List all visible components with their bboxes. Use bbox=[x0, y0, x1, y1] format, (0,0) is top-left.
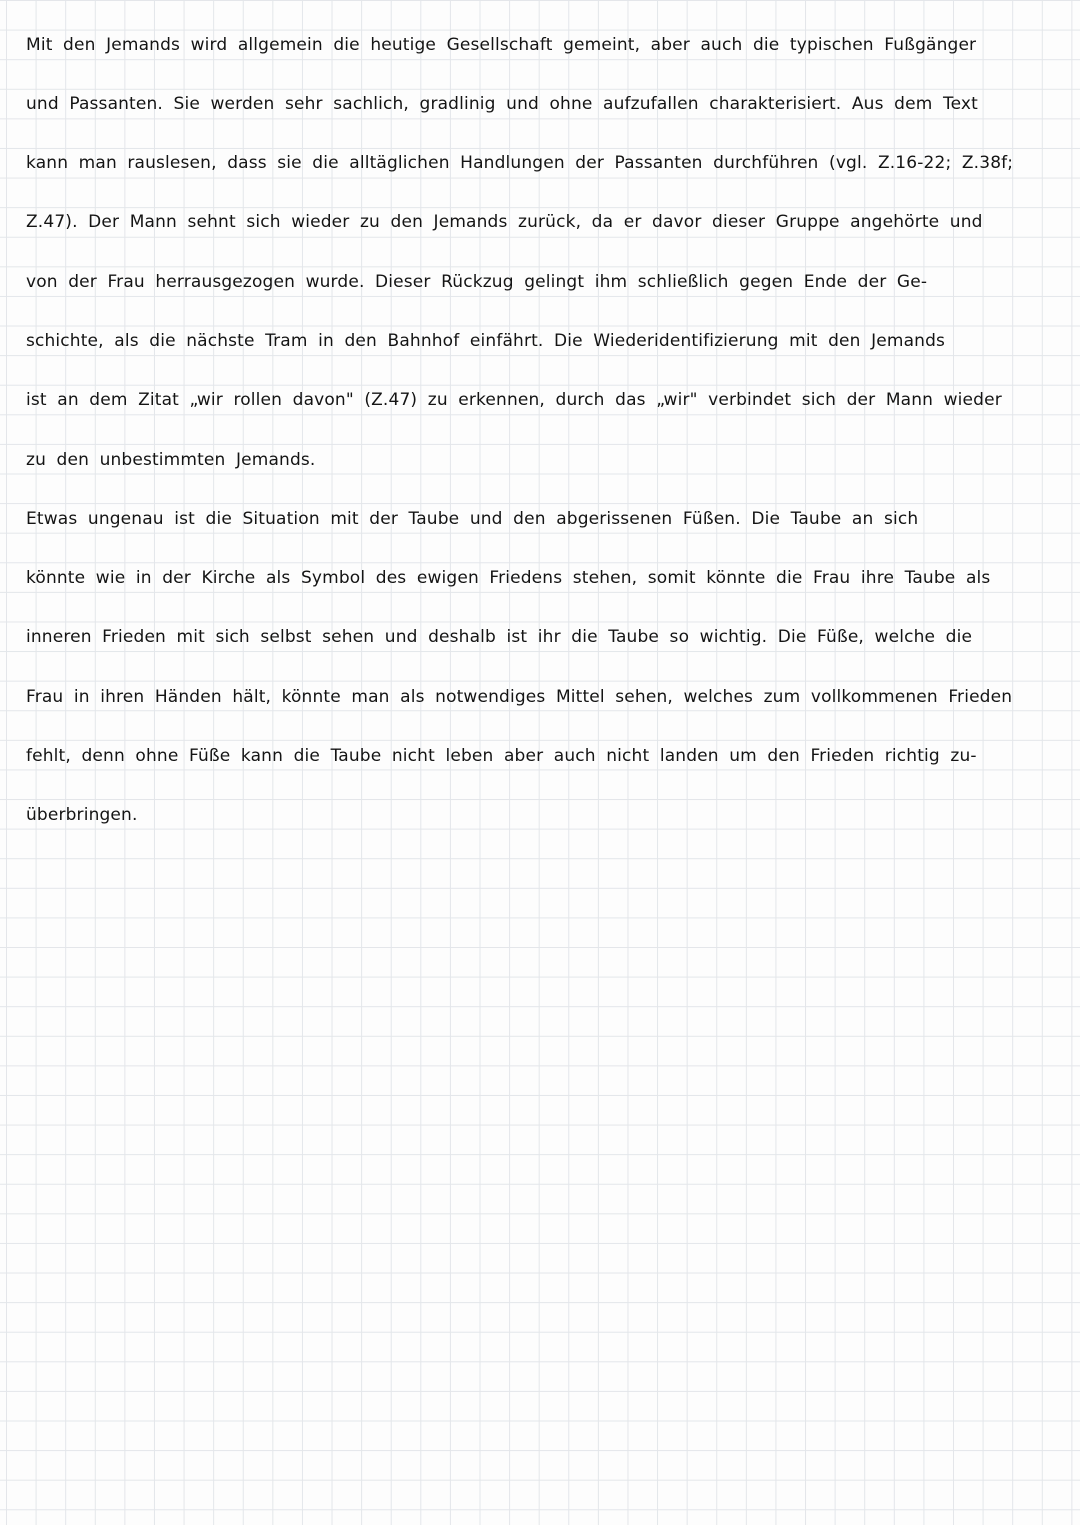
text-line: fehlt, denn ohne Füße kann die Taube nicht leben aber auch nicht landen um den Frieden richtig zu- bbox=[26, 746, 977, 766]
text-line: von der Frau herrausgezogen wurde. Dieser Rückzug gelingt ihm schließlich gegen Ende der Ge- bbox=[26, 272, 928, 292]
text-line: Etwas ungenau ist die Situation mit der Taube und den abgerissenen Füßen. Die Taube an sich bbox=[26, 509, 919, 529]
text-line: Mit den Jemands wird allgemein die heutige Gesellschaft gemeint, aber auch die typischen Fußgänger bbox=[26, 35, 977, 55]
text-line: Frau in ihren Händen hält, könnte man als notwendiges Mittel sehen, welches zum vollkommenen Frieden bbox=[26, 687, 1013, 707]
text-line: überbringen. bbox=[26, 805, 138, 825]
text-line: und Passanten. Sie werden sehr sachlich, gradlinig und ohne aufzufallen charakterisiert. Aus dem Text bbox=[26, 94, 978, 114]
text-line: könnte wie in der Kirche als Symbol des ewigen Friedens stehen, somit könnte die Frau ihre Taube als bbox=[26, 568, 991, 588]
text-line: kann man rauslesen, dass sie die alltäglichen Handlungen der Passanten durchführen (vgl. Z.16-22; Z.38f; bbox=[26, 153, 1014, 173]
text-line: zu den unbestimmten Jemands. bbox=[26, 450, 316, 470]
text-line: ist an dem Zitat „wir rollen davon" (Z.47) zu erkennen, durch das „wir" verbindet sich der Mann wieder bbox=[26, 390, 1002, 410]
text-line: inneren Frieden mit sich selbst sehen und deshalb ist ihr die Taube so wichtig. Die Füße, welche die bbox=[26, 627, 973, 647]
text-line: schichte, als die nächste Tram in den Bahnhof einfährt. Die Wiederidentifizierung mit den Jemands bbox=[26, 331, 946, 351]
text-line: Z.47). Der Mann sehnt sich wieder zu den Jemands zurück, da er davor dieser Gruppe angehörte und bbox=[26, 212, 983, 232]
